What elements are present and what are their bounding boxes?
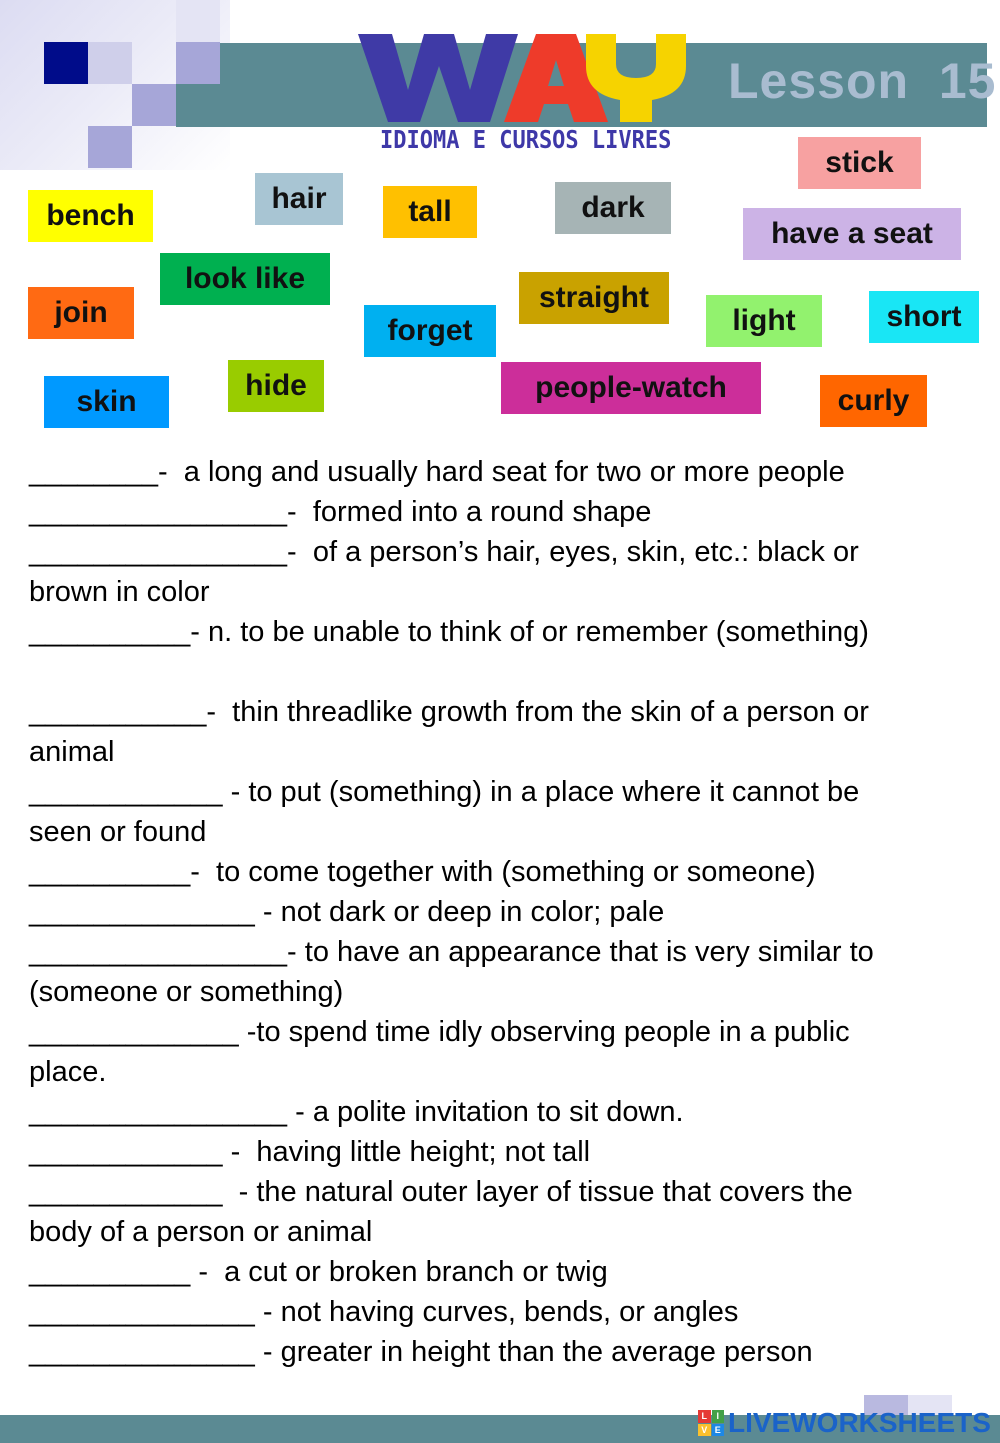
definition-line: ____________ - the natural outer layer of tissue that covers the	[29, 1176, 853, 1208]
definition-line: ________________ - a polite invitation to sit down.	[29, 1096, 684, 1128]
definition-line: animal	[29, 736, 115, 768]
definition-line: seen or found	[29, 816, 207, 848]
word-tile-stick[interactable]: stick	[798, 137, 921, 189]
definition-line: ________________- of a person’s hair, eyes, skin, etc.: black or	[29, 536, 859, 568]
definition-line: ____________ - having little height; not tall	[29, 1136, 591, 1168]
definitions-list	[29, 452, 989, 1372]
word-tile-tall[interactable]: tall	[383, 186, 477, 238]
definition-line: ______________ - not dark or deep in color; pale	[29, 896, 665, 928]
definition-line: ____________ - to put (something) in a place where it cannot be	[29, 776, 860, 808]
liveworksheets-logo[interactable]	[698, 1406, 991, 1440]
definition-line: place.	[29, 1056, 107, 1088]
definition-line: ___________- thin threadlike growth from the skin of a person or	[29, 696, 869, 728]
decoration-square	[176, 0, 220, 42]
definition-line: __________- to come together with (something or someone)	[29, 856, 816, 888]
word-tile-bench[interactable]: bench	[28, 190, 153, 242]
lesson-title: Lesson 15	[728, 53, 997, 109]
logo-subtitle: IDIOMA E CURSOS LIVRES	[380, 126, 672, 155]
definition-line: body of a person or animal	[29, 1216, 373, 1248]
word-tile-short[interactable]: short	[869, 291, 979, 343]
definition-line: ________________- to have an appearance that is very similar to	[29, 936, 874, 968]
word-tile-straight[interactable]: straight	[519, 272, 669, 324]
definition-line: ______________ - not having curves, bends, or angles	[29, 1296, 739, 1328]
decoration-square	[176, 42, 220, 84]
word-tile-light[interactable]: light	[706, 295, 822, 347]
decoration-square	[132, 84, 176, 126]
word-tile-hair[interactable]: hair	[255, 173, 343, 225]
word-tile-hide[interactable]: hide	[228, 360, 324, 412]
liveworksheets-icon: L I V E	[698, 1410, 724, 1436]
way-logo	[350, 28, 695, 128]
definition-line: brown in color	[29, 576, 210, 608]
word-tile-people-watch[interactable]: people-watch	[501, 362, 761, 414]
definition-line: ________- a long and usually hard seat for two or more people	[29, 456, 845, 488]
word-tile-join[interactable]: join	[28, 287, 134, 339]
definition-line: (someone or something)	[29, 976, 344, 1008]
decoration-square	[88, 42, 132, 84]
definition-line: __________ - a cut or broken branch or twig	[29, 1256, 608, 1288]
definition-line: _____________ -to spend time idly observing people in a public	[29, 1016, 850, 1048]
definition-line: ______________ - greater in height than the average person	[29, 1336, 813, 1368]
word-tile-curly[interactable]: curly	[820, 375, 927, 427]
word-tile-look-like[interactable]: look like	[160, 253, 330, 305]
definition-line: ________________- formed into a round shape	[29, 496, 652, 528]
decoration-square	[88, 126, 132, 168]
definition-line	[29, 652, 989, 692]
word-tile-skin[interactable]: skin	[44, 376, 169, 428]
liveworksheets-brand: LIVEWORKSHEETS	[728, 1407, 991, 1438]
definition-line: __________- n. to be unable to think of or remember (something)	[29, 616, 869, 648]
word-tile-dark[interactable]: dark	[555, 182, 671, 234]
decoration-square	[44, 42, 88, 84]
word-tile-forget[interactable]: forget	[364, 305, 496, 357]
word-tile-have-a-seat[interactable]: have a seat	[743, 208, 961, 260]
